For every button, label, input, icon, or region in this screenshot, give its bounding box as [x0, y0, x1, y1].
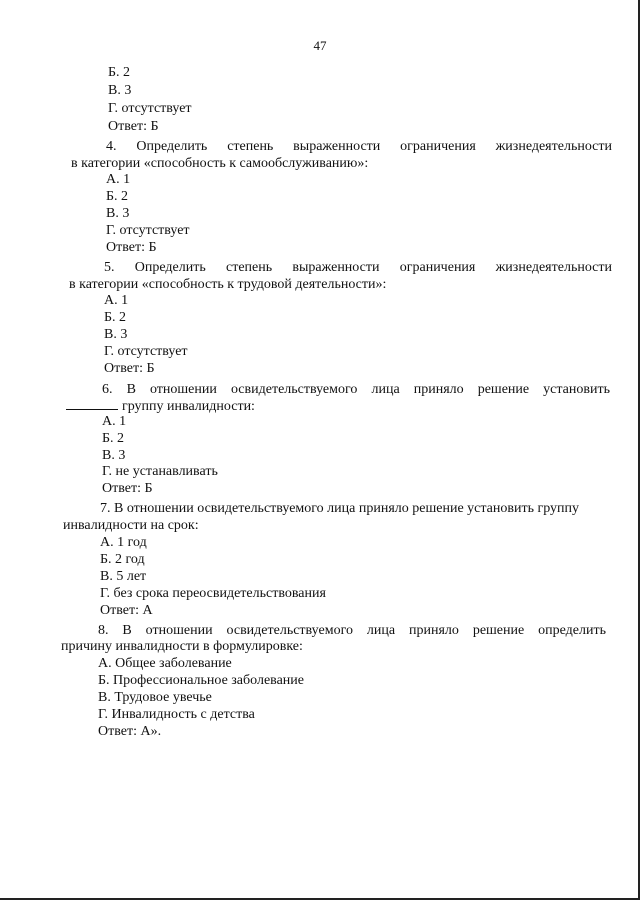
q6-option-b: Б. 2 [102, 431, 125, 446]
q3-option-b: Б. 2 [108, 65, 131, 80]
q6-option-v: В. 3 [102, 448, 126, 463]
q6-option-g: Г. не устанавливать [102, 464, 218, 479]
q4-option-a: А. 1 [106, 172, 131, 187]
q5-question-line1: 5. Определить степень выраженности ограничения жизнедеятельности [104, 260, 612, 275]
q5-question-line2: в категории «способность к трудовой деятельности»: [69, 277, 387, 292]
q4-question-line1: 4. Определить степень выраженности ограничения жизнедеятельности [106, 139, 612, 154]
q8-option-g: Г. Инвалидность с детства [98, 707, 255, 722]
q7-question-line1: 7. В отношении освидетельствуемого лица приняло решение установить группу [100, 501, 580, 516]
q5-option-a: А. 1 [104, 293, 129, 308]
q7-option-g: Г. без срока переосвидетельствования [100, 586, 326, 601]
q7-question-line2: инвалидности на срок: [63, 518, 199, 533]
q4-option-g: Г. отсутствует [106, 223, 190, 238]
q5-option-g: Г. отсутствует [104, 344, 188, 359]
q7-answer: Ответ: А [100, 603, 153, 618]
q7-option-a: А. 1 год [100, 535, 147, 550]
q6-option-a: А. 1 [102, 414, 127, 429]
q7-option-v: В. 5 лет [100, 569, 147, 584]
q4-option-v: В. 3 [106, 206, 130, 221]
q8-option-a: А. Общее заболевание [98, 656, 232, 671]
q3-option-g: Г. отсутствует [108, 101, 192, 116]
q4-option-b: Б. 2 [106, 189, 129, 204]
q3-option-v: В. 3 [108, 83, 132, 98]
answer-blank [66, 397, 118, 410]
q5-option-b: Б. 2 [104, 310, 127, 325]
q5-answer: Ответ: Б [104, 361, 155, 376]
q8-answer: Ответ: А». [98, 724, 162, 739]
q8-question-line2: причину инвалидности в формулировке: [61, 639, 303, 654]
q8-question-line1: 8. В отношении освидетельствуемого лица приняло решение определить [98, 623, 606, 638]
q6-question-line1: 6. В отношении освидетельствуемого лица приняло решение установить [102, 382, 610, 397]
q8-option-b: Б. Профессиональное заболевание [98, 673, 305, 688]
q8-option-v: В. Трудовое увечье [98, 690, 212, 705]
q7-option-b: Б. 2 год [100, 552, 145, 567]
q6-answer: Ответ: Б [102, 481, 153, 496]
q4-answer: Ответ: Б [106, 240, 157, 255]
q4-question-line2: в категории «способность к самообслуживанию»: [71, 156, 369, 171]
page-number: 47 [313, 38, 327, 53]
q5-option-v: В. 3 [104, 327, 128, 342]
q3-answer: Ответ: Б [108, 119, 159, 134]
q6-question-line2: группу инвалидности: [66, 397, 255, 415]
